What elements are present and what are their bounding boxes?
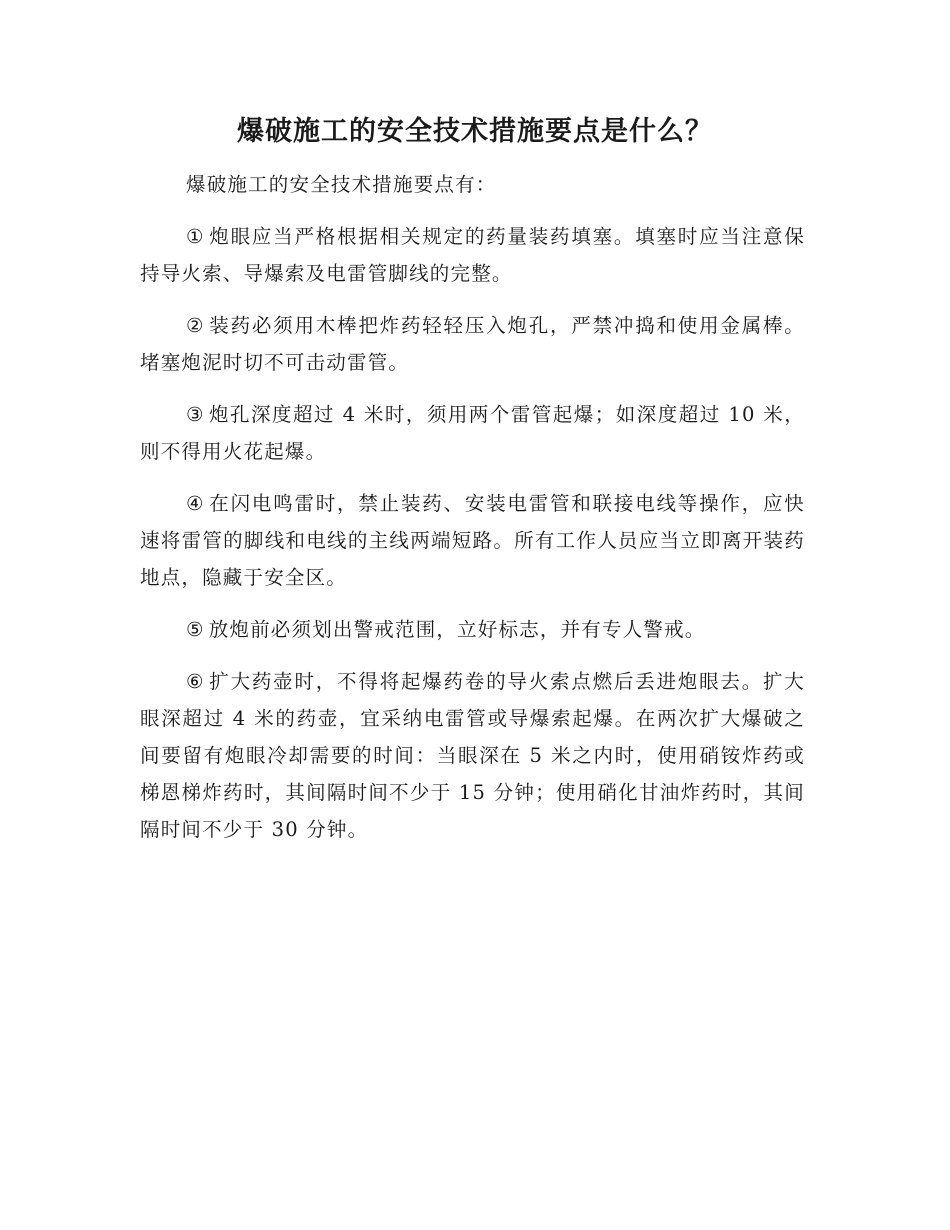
list-item: [140, 396, 805, 470]
item-text: 炮孔深度超过 4 米时，须用两个雷管起爆；如深度超过 10 米，则不得用火花起爆。: [140, 403, 805, 463]
list-item: [140, 218, 805, 292]
item-text: 炮眼应当严格根据相关规定的药量装药填塞。填塞时应当注意保持导火索、导爆索及电雷管脚线的完整。: [140, 225, 805, 285]
item-marker: ④: [186, 492, 206, 515]
item-marker: ①: [186, 225, 206, 248]
item-text: 装药必须用木棒把炸药轻轻压入炮孔，严禁冲捣和使用金属棒。堵塞炮泥时切不可击动雷管。: [140, 314, 805, 374]
document-title: 爆破施工的安全技术措施要点是什么？: [237, 116, 713, 147]
list-item: [140, 611, 805, 648]
list-item: [140, 663, 805, 848]
item-text: 在闪电鸣雷时，禁止装药、安装电雷管和联接电线等操作，应快速将雷管的脚线和电线的主线两端短路。所有工作人员应当立即离开装药地点，隐藏于安全区。: [140, 492, 805, 589]
intro-paragraph: 爆破施工的安全技术措施要点有：: [186, 173, 497, 196]
item-marker: ②: [186, 314, 206, 337]
item-marker: ⑥: [186, 670, 206, 693]
item-marker: ⑤: [186, 618, 205, 641]
document-body: [140, 166, 805, 848]
item-text: 放炮前必须划出警戒范围，立好标志，并有专人警戒。: [208, 618, 706, 641]
list-item: [140, 307, 805, 381]
list-item: [140, 485, 805, 596]
item-text: 扩大药壶时，不得将起爆药卷的导火索点燃后丢进炮眼去。扩大眼深超过 4 米的药壶，宜采纳电雷管或导爆索起爆。在两次扩大爆破之间要留有炮眼冷却需要的时间：当眼深在 5 米之内时，使用硝铵炸药或梯恩梯炸药时，其间隔时间不少于 15 分钟；使用硝化甘油炸药时，其间隔时间不少于 30 分钟。: [140, 670, 805, 841]
item-marker: ③: [186, 403, 205, 426]
